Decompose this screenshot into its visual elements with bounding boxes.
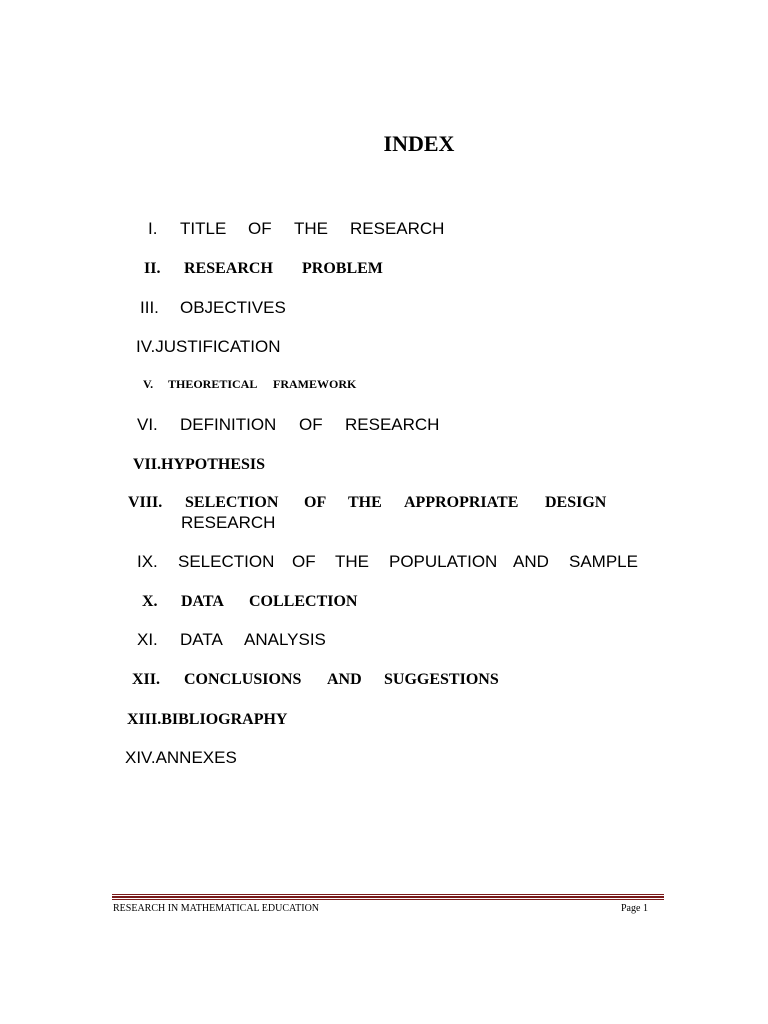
entry-number: XI. bbox=[137, 630, 158, 649]
entry-word: SUGGESTIONS bbox=[384, 671, 499, 688]
footer-rule bbox=[112, 894, 664, 895]
index-entry-xiv bbox=[125, 748, 237, 768]
entry-word: DATA bbox=[180, 630, 223, 649]
entry-number: II. bbox=[144, 260, 161, 277]
entry-word: DATA bbox=[181, 593, 224, 610]
entry-word: OBJECTIVES bbox=[180, 298, 286, 317]
entry-word: OF bbox=[248, 219, 272, 238]
index-title: INDEX bbox=[383, 131, 455, 156]
entry-word: DEFINITION bbox=[180, 415, 277, 434]
entry-word: SELECTION bbox=[178, 552, 275, 571]
entry-text: IV.JUSTIFICATION bbox=[136, 337, 281, 356]
entry-number: III. bbox=[140, 298, 159, 317]
entry-word: THEORETICAL bbox=[168, 377, 258, 391]
index-entry-vii bbox=[133, 455, 265, 475]
entry-number: I. bbox=[148, 219, 158, 238]
entry-word: RESEARCH bbox=[350, 219, 445, 238]
entry-word: RESEARCH bbox=[345, 415, 440, 434]
index-entry-xiii bbox=[127, 710, 287, 730]
footer-rule bbox=[112, 896, 664, 898]
entry-word: AND bbox=[327, 671, 362, 688]
entry-text: XIV.ANNEXES bbox=[125, 748, 237, 767]
entry-word: CONCLUSIONS bbox=[184, 671, 302, 688]
footer-document-title: RESEARCH IN MATHEMATICAL EDUCATION bbox=[113, 903, 320, 914]
entry-number: X. bbox=[142, 593, 158, 610]
entry-word: POPULATION bbox=[389, 552, 498, 571]
footer-rule bbox=[112, 899, 664, 900]
footer-page-number: Page 1 bbox=[621, 903, 648, 914]
entry-number: XII. bbox=[132, 671, 161, 688]
index-entry-iv bbox=[136, 337, 281, 357]
entry-word: DESIGN bbox=[545, 494, 607, 511]
entry-word: THE bbox=[294, 219, 328, 238]
entry-word: COLLECTION bbox=[249, 593, 358, 610]
entry-word: OF bbox=[299, 415, 323, 434]
entry-word: AND bbox=[513, 552, 549, 571]
entry-word: OF bbox=[292, 552, 316, 571]
entry-word: ANALYSIS bbox=[244, 630, 326, 649]
entry-word: PROBLEM bbox=[302, 260, 383, 277]
entry-word: TITLE bbox=[180, 219, 227, 238]
entry-word: APPROPRIATE bbox=[404, 494, 519, 511]
entry-number: VIII. bbox=[128, 494, 163, 511]
entry-text: XIII.BIBLIOGRAPHY bbox=[127, 711, 288, 728]
entry-number: V. bbox=[143, 377, 154, 391]
entry-word: FRAMEWORK bbox=[273, 377, 357, 391]
entry-word: RESEARCH bbox=[184, 260, 273, 277]
entry-word: THE bbox=[348, 494, 382, 511]
entry-word: OF bbox=[304, 494, 327, 511]
entry-number: VI. bbox=[137, 415, 158, 434]
entry-word: SELECTION bbox=[185, 494, 279, 511]
entry-number: IX. bbox=[137, 552, 158, 571]
entry-continuation: RESEARCH bbox=[181, 513, 276, 532]
entry-word: THE bbox=[335, 552, 369, 571]
entry-word: SAMPLE bbox=[569, 552, 638, 571]
index-entry-viii-continuation bbox=[181, 513, 275, 533]
entry-text: VII.HYPOTHESIS bbox=[133, 456, 266, 473]
